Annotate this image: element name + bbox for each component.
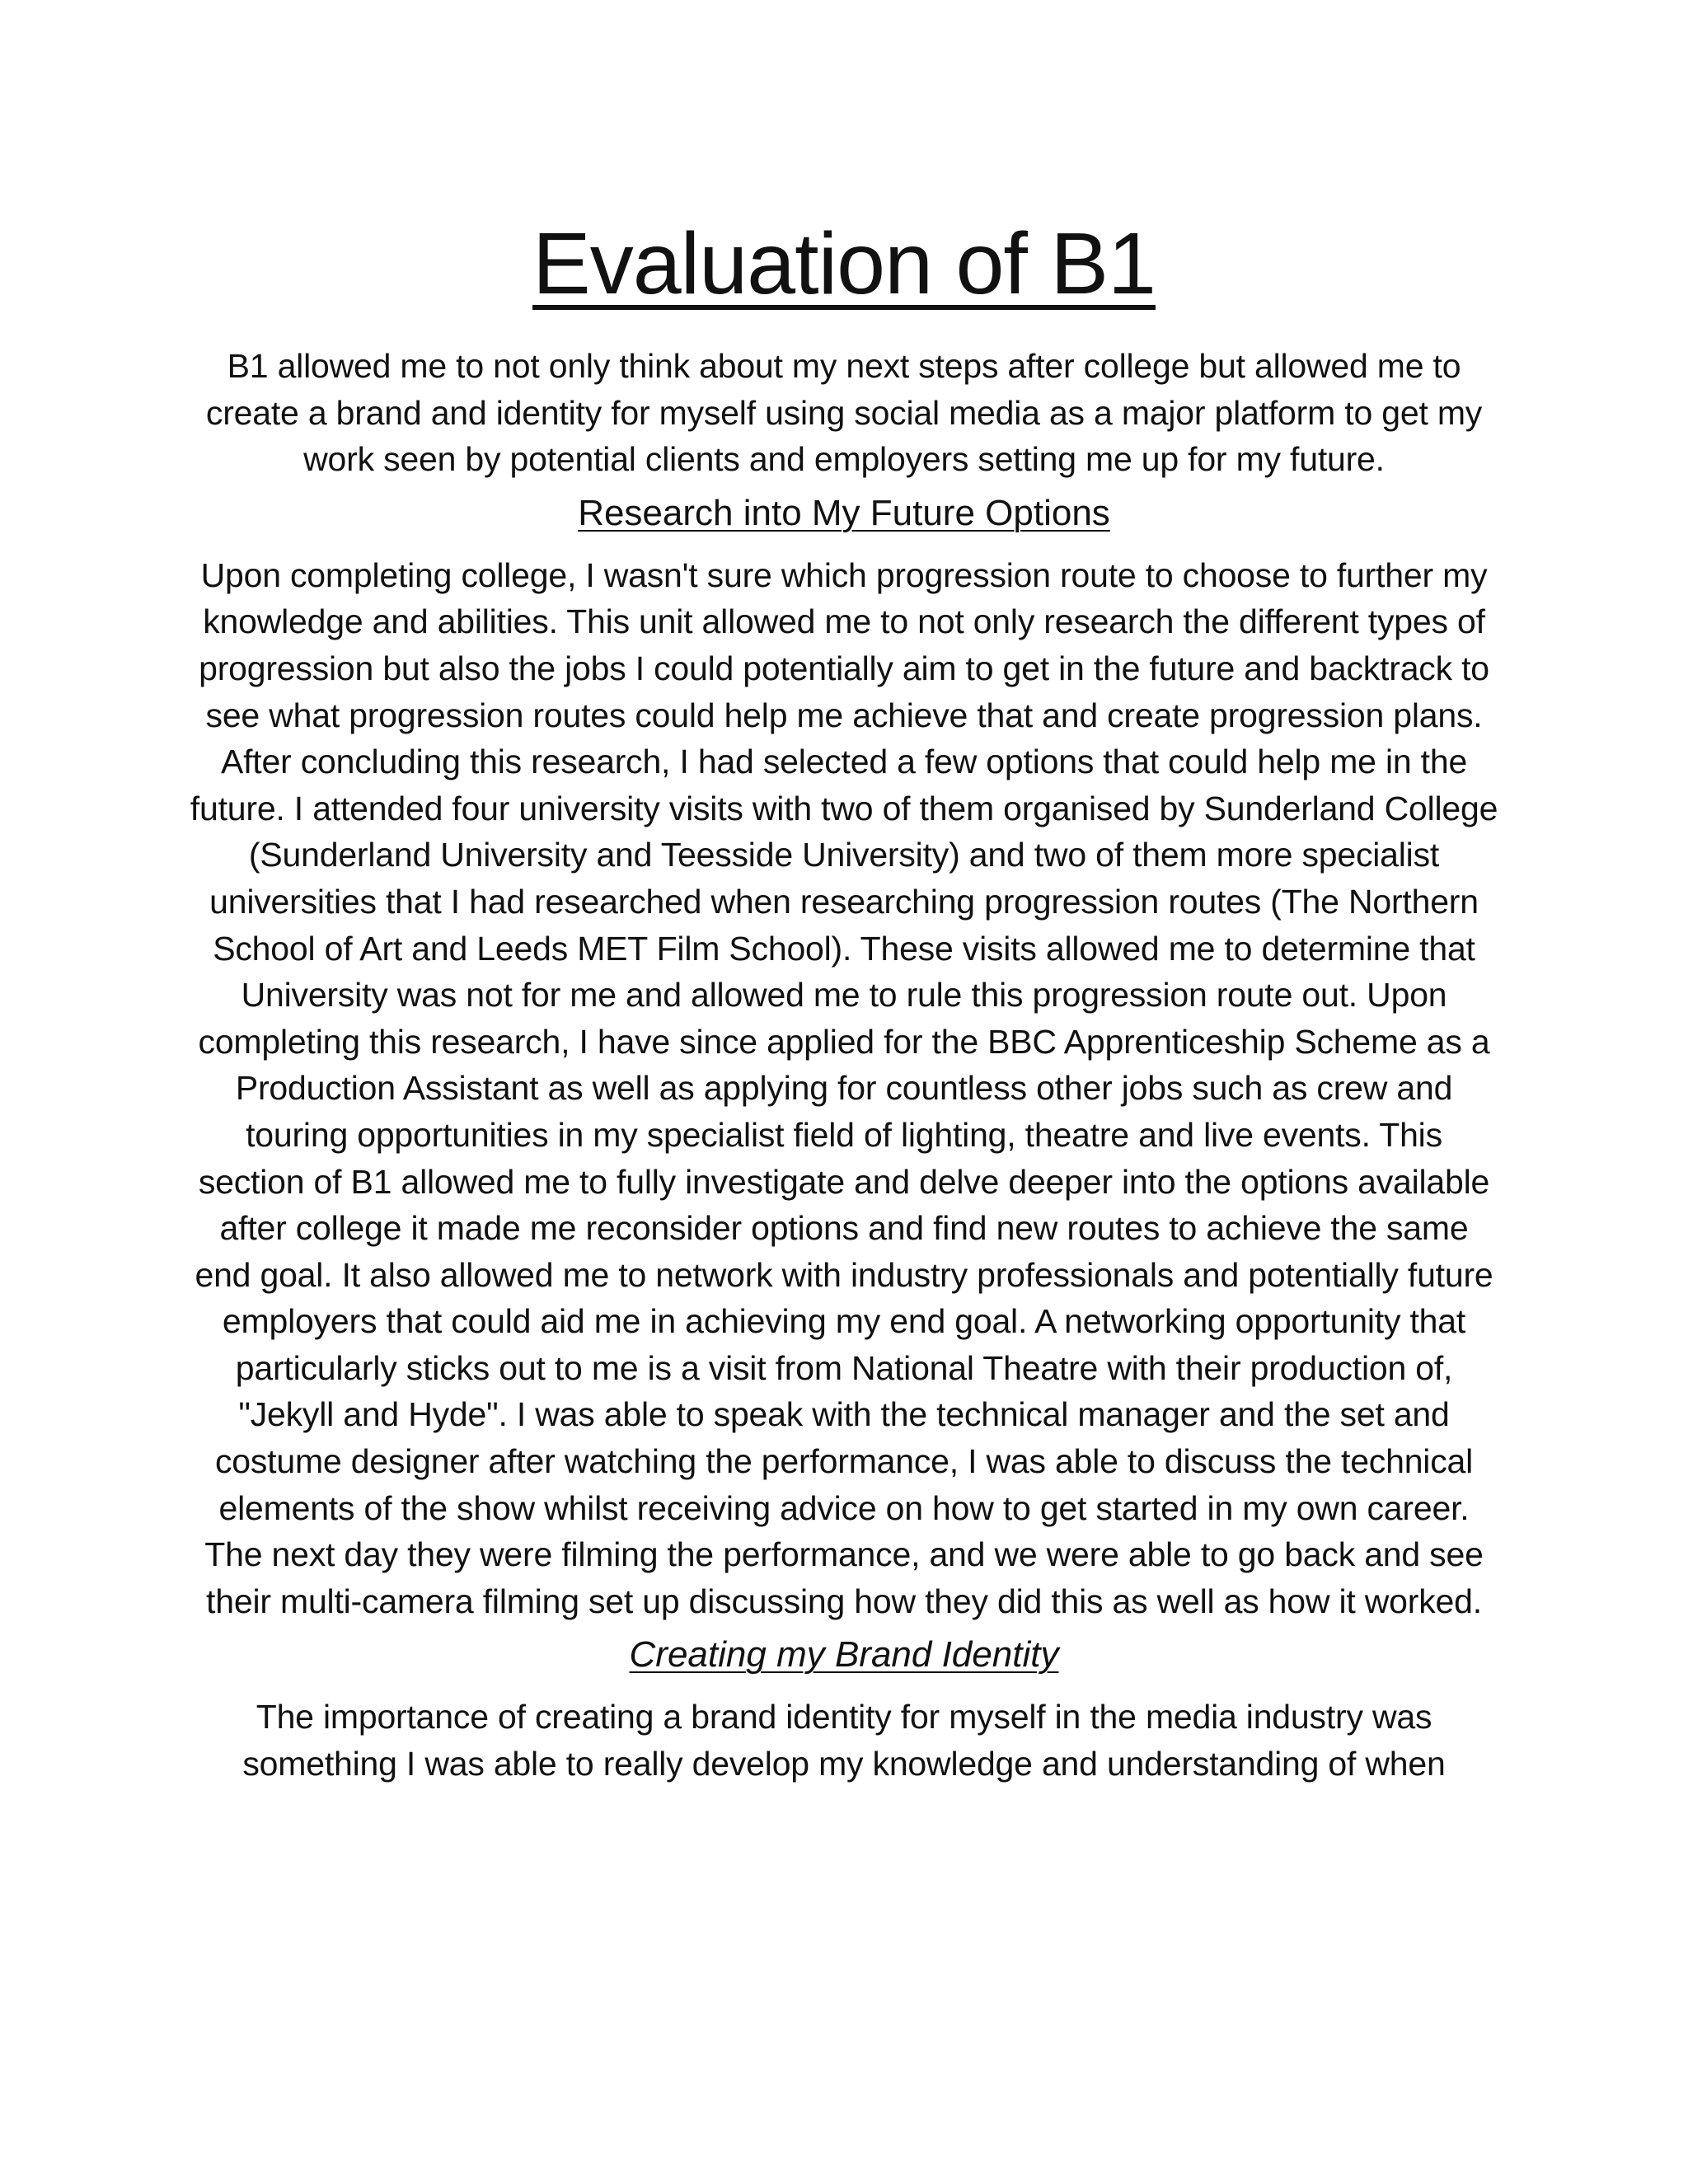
- page-title: Evaluation of B1: [532, 215, 1156, 312]
- section-body-research: Upon completing college, I wasn't sure which progression route to choose to further my knowledge and abilities. This unit allowed me to not only research the different types of progression but also the jobs I could potentially aim to get in the future and backtrack to see what progression routes could help me achieve that and create progression plans. After concluding this research, I had selected a few options that could help me in the future. I attended four university visits with two of them organised by Sunderland College (Sunderland University and Teesside University) and two of them more specialist universities that I had researched when researching progression routes (The Northern School of Art and Leeds MET Film School). These visits allowed me to determine that University was not for me and allowed me to rule this progression route out. Upon completing this research, I have since applied for the BBC Apprenticeship Scheme as a Production Assistant as well as applying for countless other jobs such as crew and touring opportunities in my specialist field of lighting, theatre and live events. This section of B1 allowed me to fully investigate and delve deeper into the options available after college it made me reconsider options and find new routes to achieve the same end goal. It also allowed me to network with industry professionals and potentially future employers that could aid me in achieving my end goal. A networking opportunity that particularly sticks out to me is a visit from National Theatre with their production of, "Jekyll and Hyde". I was able to speak with the technical manager and the set and costume designer after watching the performance, I was able to discuss the technical elements of the show whilst receiving advice on how to get started in my own career. The next day they were filming the performance, and we were able to go back and see their multi-camera filming set up discussing how they did this as well as how it worked.: [190, 555, 1498, 1620]
- section-heading-research: Research into My Future Options: [578, 492, 1110, 533]
- intro-paragraph: B1 allowed me to not only think about my next steps after college but allowed me to create a brand and identity for myself using social media as a major platform to get my work seen by potential clients and employers setting me up for my future.: [205, 347, 1483, 479]
- document-content: [190, 206, 1498, 1788]
- section-body-brand-identity: The importance of creating a brand identity for myself in the media industry was something I was able to really develop my knowledge and understanding of when: [242, 1698, 1446, 1783]
- section-heading-brand-identity: Creating my Brand Identity: [629, 1634, 1059, 1675]
